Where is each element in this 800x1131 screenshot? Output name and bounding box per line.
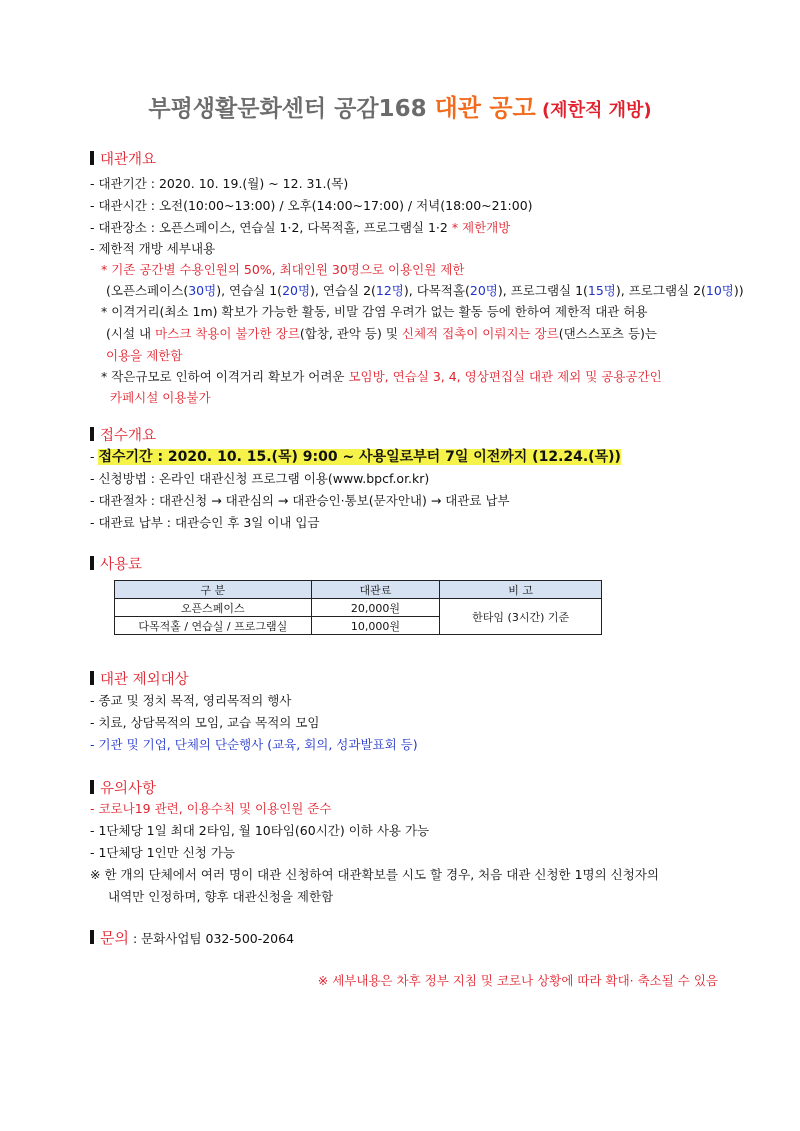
overview-distance-line: * 이격거리(최소 1m) 확보가 가능한 활동, 비말 감염 우려가 없는 활동 등에 한하여 제한적 대관 허용 <box>101 304 648 319</box>
title-sub: (제한적 개방) <box>535 100 652 121</box>
overview-small-line: * 작은규모로 인하여 이격거리 확보가 어려운 모임방, 연습실 3, 4, 영상편집실 대관 제외 및 공용공간인 <box>101 369 662 384</box>
notes-duplicate-line2: 내역만 인정하며, 향후 대관신청을 제한함 <box>108 889 334 904</box>
fee-space: 오픈스페이스 <box>115 599 312 617</box>
overview-limited-title: - 제한적 개방 세부내용 <box>90 241 216 256</box>
list-item: - 종교 및 정치 목적, 영리목적의 행사 <box>90 693 292 708</box>
fee-table <box>114 580 602 635</box>
overview-capacity-list: (오픈스페이스(30명), 연습실 1(20명), 연습실 2(12명), 다목적홀(20명), 프로그램실 1(15명), 프로그램실 2(10명)) <box>106 283 744 298</box>
overview-hours: - 대관시간 : 오전(10:00~13:00) / 오후(14:00~17:00) / 저녁(18:00~21:00) <box>90 198 533 213</box>
page-title <box>0 88 800 123</box>
title-main: 부평생활문화센터 공감168 <box>148 96 435 122</box>
fee-col-remark: 비 고 <box>440 581 602 599</box>
contact-text: : 문화사업팀 032-500-2064 <box>128 931 295 946</box>
fee-table-header <box>115 581 602 599</box>
overview-place: - 대관장소 : 오픈스페이스, 연습실 1·2, 다목적홀, 프로그램실 1·2 * 제한개방 <box>90 220 511 235</box>
heading-bar-icon <box>90 427 94 441</box>
notes-heading: 유의사항 <box>90 777 156 798</box>
table-row <box>115 599 602 617</box>
contact-label: 문의 <box>100 929 129 947</box>
heading-bar-icon <box>90 151 94 165</box>
notes-limit1: - 1단체당 1일 최대 2타임, 월 10타임(60시간) 이하 사용 가능 <box>90 823 430 838</box>
overview-period: - 대관기간 : 2020. 10. 19.(월) ~ 12. 31.(목) <box>90 176 349 191</box>
reception-heading: 접수개요 <box>90 424 156 445</box>
fee-remark: 한타임 (3시간) 기준 <box>440 599 602 635</box>
reception-procedure: - 대관절차 : 대관신청 → 대관심의 → 대관승인·통보(문자안내) → 대관료 납부 <box>90 493 510 508</box>
fee-heading: 사용료 <box>90 553 142 574</box>
notes-limit2: - 1단체당 1인만 신청 가능 <box>90 845 235 860</box>
heading-bar-icon <box>90 556 94 570</box>
heading-bar-icon <box>90 930 94 944</box>
overview-capacity-note: * 기존 공간별 수용인원의 50%, 최대인원 30명으로 이용인원 제한 <box>101 262 465 277</box>
overview-heading: 대관개요 <box>90 148 156 169</box>
exclusions-heading: 대관 제외대상 <box>90 668 189 689</box>
fee-col-price: 대관료 <box>311 581 440 599</box>
list-item: - 기관 및 기업, 단체의 단순행사 (교육, 회의, 성과발표회 등) <box>90 737 418 752</box>
fee-col-category: 구 분 <box>115 581 312 599</box>
fee-price: 20,000원 <box>311 599 440 617</box>
reception-period: - 접수기간 : 2020. 10. 15.(목) 9:00 ~ 사용일로부터 7일 이전까지 (12.24.(목)) <box>90 449 621 465</box>
overview-small-line2: 카페시설 이용불가 <box>110 390 211 405</box>
reception-method: - 신청방법 : 온라인 대관신청 프로그램 이용(www.bpcf.or.kr) <box>90 471 430 486</box>
heading-bar-icon <box>90 671 94 685</box>
title-accent: 대관 공고 <box>434 94 536 122</box>
contact-line <box>90 927 294 948</box>
overview-genre-line2: 이용을 제한함 <box>106 348 183 363</box>
notes-covid: - 코로나19 관련, 이용수칙 및 이용인원 준수 <box>90 801 332 816</box>
notes-duplicate-line1: ※ 한 개의 단체에서 여러 명이 대관 신청하여 대관확보를 시도 할 경우, 처음 대관 신청한 1명의 신청자의 <box>90 867 659 882</box>
footer-notice: ※ 세부내용은 차후 정부 지침 및 코로나 상황에 따라 확대· 축소될 수 있음 <box>317 973 718 988</box>
list-item: - 치료, 상담목적의 모임, 교습 목적의 모임 <box>90 715 320 730</box>
fee-price: 10,000원 <box>311 617 440 635</box>
reception-payment: - 대관료 납부 : 대관승인 후 3일 이내 입금 <box>90 515 320 530</box>
overview-genre-line: (시설 내 마스크 착용이 불가한 장르(합창, 관악 등) 및 신체적 접촉이 이뤄지는 장르(댄스스포츠 등)는 <box>106 326 657 341</box>
fee-space: 다목적홀 / 연습실 / 프로그램실 <box>115 617 312 635</box>
heading-bar-icon <box>90 780 94 794</box>
